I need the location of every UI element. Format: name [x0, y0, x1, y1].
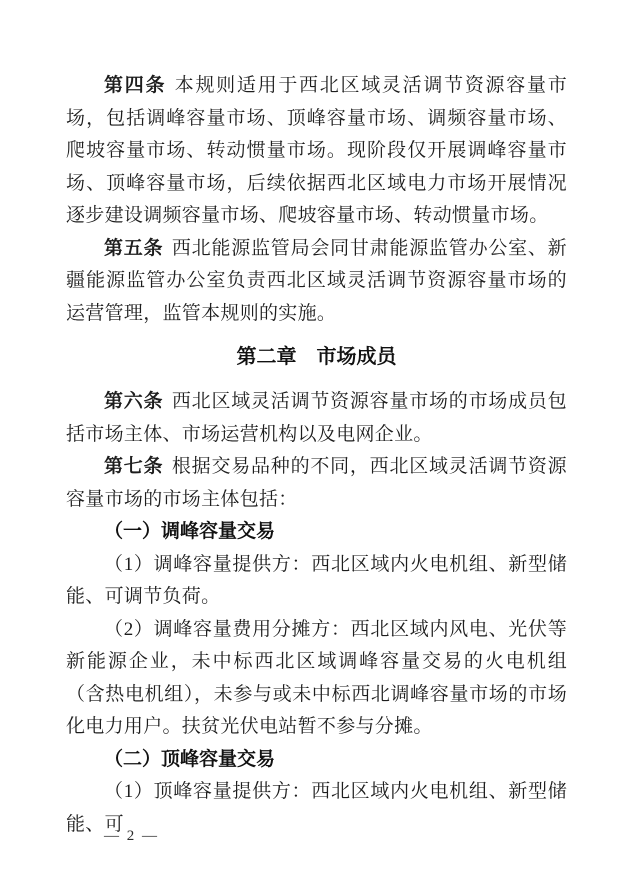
article-4-label: 第四条: [104, 75, 167, 96]
chapter-heading: 第二章 市场成员: [236, 346, 397, 368]
article-5: [66, 233, 567, 331]
section-2-heading: （二）顶峰容量交易: [104, 748, 276, 770]
article-5-label: 第五条: [104, 237, 164, 259]
article-4: [66, 70, 567, 233]
section-1-item-2: （2）调峰容量费用分摊方：西北区域内风电、光伏等新能源企业，未中标西北区域调峰容量交易的火电机组（含热电机组），未参与或未中标西北调峰容量市场的市场化电力用户。扶贫光伏电站暂不参与分摊。: [66, 618, 567, 737]
article-7-text: 根据交易品种的不同，西北区域灵活调节资源容量市场的市场主体包括：: [66, 456, 567, 510]
article-6-label: 第六条: [104, 391, 164, 412]
article-5-text: 西北能源监管局会同甘肃能源监管办公室、新疆能源监管办公室负责西北区域灵活调节资源容量市场的运营管理，监管本规则的实施。: [66, 237, 567, 324]
article-4-text: 本规则适用于西北区域灵活调节资源容量市场，包括调峰容量市场、顶峰容量市场、调频容量市场、爬坡容量市场、转动惯量市场。现阶段仅开展调峰容量市场、顶峰容量市场，后续依据西北区域电力市场开展情况逐步建设调频容量市场、爬坡容量市场、转动惯量市场。: [66, 75, 568, 226]
article-7: [66, 451, 567, 516]
article-6: [66, 386, 567, 451]
article-6-text: 西北区域灵活调节资源容量市场的市场成员包括市场主体、市场运营机构以及电网企业。: [66, 391, 567, 445]
article-7-label: 第七条: [104, 456, 164, 477]
section-1-heading: （一）调峰容量交易: [104, 521, 276, 542]
document-content: [66, 70, 567, 841]
page-number: — 2 —: [104, 828, 159, 844]
section-2-item-1: （1）顶峰容量提供方：西北区域内火电机组、新型储能、可: [66, 781, 567, 835]
section-1-item-1: （1）调峰容量提供方：西北区域内火电机组、新型储能、可调节负荷。: [66, 553, 567, 607]
